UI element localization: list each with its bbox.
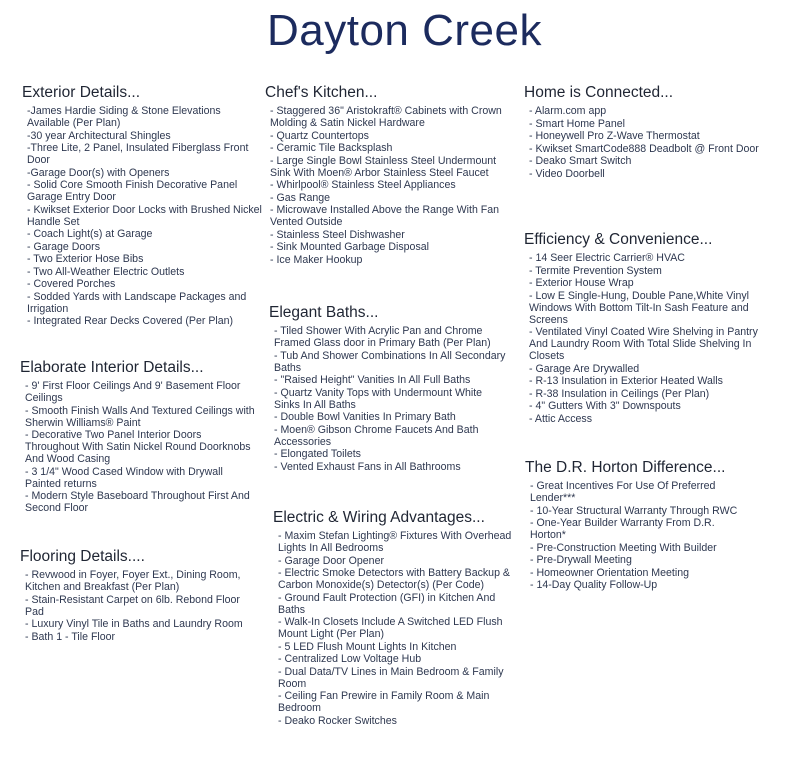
list-item: - 5 LED Flush Mount Lights In Kitchen	[278, 640, 457, 653]
list-item: - Honeywell Pro Z-Wave Thermostat	[529, 130, 700, 142]
feature-list	[524, 252, 774, 425]
list-item: -Garage Door(s) with Openers	[27, 166, 170, 179]
list-item: - Pre-Drywall Meeting	[530, 554, 632, 566]
section-efficiency	[524, 231, 774, 425]
section-heading: Flooring Details....	[20, 548, 145, 565]
list-item: - Video Doorbell	[529, 167, 605, 180]
list-item: -Three Lite, 2 Panel, Insulated Fiberglass Front Door	[27, 142, 249, 166]
list-item: - Stainless Steel Dishwasher	[270, 228, 405, 241]
list-item: - 14-Day Quality Follow-Up	[530, 579, 658, 591]
section-connected	[524, 84, 764, 180]
list-item: - Termite Prevention System	[529, 264, 662, 277]
list-item: - Integrated Rear Decks Covered (Per Plan)	[27, 315, 234, 327]
list-item: - Gas Range	[270, 191, 331, 204]
list-item: - Solid Core Smooth Finish Decorative Panel Garage Entry Door	[27, 179, 238, 203]
list-item: - Bath 1 - Tile Floor	[25, 630, 116, 643]
list-item: - Attic Access	[529, 412, 592, 425]
list-item: - Kwikset Exterior Door Locks with Brushed Nickel Handle Set	[27, 203, 262, 228]
list-item: - R-13 Insulation in Exterior Heated Walls	[529, 375, 723, 387]
list-item: - 10-Year Structural Warranty Through RWC	[530, 504, 738, 517]
section-interior	[20, 359, 255, 515]
list-item: - Garage Door Opener	[278, 554, 384, 567]
list-item: - Garage Doors	[27, 240, 101, 253]
list-item: - Coach Light(s) at Garage	[27, 228, 153, 240]
list-item: - Revwood in Foyer, Foyer Ext., Dining Room, Kitchen and Breakfast (Per Plan)	[25, 569, 241, 593]
list-item: - Two Exterior Hose Bibs	[27, 253, 144, 265]
list-item: - Pre-Construction Meeting With Builder	[530, 541, 717, 554]
list-item: - Great Incentives For Use Of Preferred Lender***	[530, 480, 716, 504]
list-item: - Exterior House Wrap	[529, 277, 634, 289]
section-horton	[525, 459, 750, 592]
section-heading: Elaborate Interior Details...	[20, 359, 204, 376]
list-item: - Ceiling Fan Prewire in Family Room & Main Bedroom	[278, 690, 490, 714]
list-item: - Tub And Shower Combinations In All Secondary Baths	[274, 349, 506, 374]
list-item: - Decorative Two Panel Interior Doors Throughout With Satin Nickel Round Doorknobs And Wood Casing	[25, 429, 251, 465]
list-item: - 3 1/4" Wood Cased Window with Drywall Painted returns	[25, 465, 223, 490]
list-item: - Sink Mounted Garbage Disposal	[270, 241, 429, 253]
list-item: -James Hardie Siding & Stone Elevations Available (Per Plan)	[27, 105, 221, 129]
list-item: - Modern Style Baseboard Throughout First And Second Floor	[25, 490, 250, 514]
section-heading: Elegant Baths...	[269, 304, 379, 321]
section-exterior	[22, 84, 262, 328]
feature-list	[20, 569, 260, 643]
section-heading: Exterior Details...	[22, 84, 141, 101]
section-heading: Home is Connected...	[524, 84, 674, 101]
list-item: - Maxim Stefan Lighting® Fixtures With Overhead Lights In All Bedrooms	[278, 530, 512, 554]
feature-list	[524, 105, 764, 180]
list-item: - Two All-Weather Electric Outlets	[27, 265, 185, 278]
list-item: - Sodded Yards with Landscape Packages and Irrigation	[27, 290, 247, 315]
list-item: - Walk-In Closets Include A Switched LED Flush Mount Light (Per Plan)	[278, 616, 503, 640]
list-item: - Microwave Installed Above the Range With Fan Vented Outside	[270, 204, 500, 228]
list-item: - Low E Single-Hung, Double Pane,White Vinyl Windows With Bottom Tilt-In Sash Feature and Screens	[529, 289, 750, 326]
list-item: - 4" Gutters With 3" Downspouts	[529, 400, 681, 412]
section-heading: Efficiency & Convenience...	[524, 231, 713, 248]
feature-list	[22, 105, 262, 327]
list-item: - Vented Exhaust Fans in All Bathrooms	[274, 460, 461, 473]
section-heading: Electric & Wiring Advantages...	[273, 509, 485, 526]
list-item: - Luxury Vinyl Tile in Baths and Laundry Room	[25, 618, 243, 630]
list-item: - Large Single Bowl Stainless Steel Undermount Sink With Moen® Arbor Stainless Steel Faucet	[270, 154, 497, 179]
feature-list	[265, 105, 510, 266]
list-item: - Centralized Low Voltage Hub	[278, 653, 422, 665]
list-item: - Smart Home Panel	[529, 117, 625, 130]
list-item: - Stain-Resistant Carpet on 6lb. Rebond Floor Pad	[25, 593, 240, 618]
feature-list	[525, 480, 750, 591]
list-item: - Smooth Finish Walls And Textured Ceilings with Sherwin Williams® Paint	[25, 404, 255, 429]
list-item: -30 year Architectural Shingles	[27, 129, 171, 142]
list-item: - Kwikset SmartCode888 Deadbolt @ Front Door	[529, 142, 759, 155]
list-item: - Alarm.com app	[529, 105, 607, 117]
page-title: Dayton Creek	[266, 6, 542, 55]
list-item: - "Raised Height" Vanities In All Full Baths	[274, 374, 471, 386]
list-item: - Deako Rocker Switches	[278, 714, 397, 727]
section-flooring	[20, 548, 260, 643]
list-item: - Double Bowl Vanities In Primary Bath	[274, 411, 456, 423]
list-item: - Ventilated Vinyl Coated Wire Shelving in Pantry And Laundry Room With Total Slide Shelving In Closets	[529, 326, 758, 362]
list-item: - Staggered 36" Aristokraft® Cabinets with Crown Molding & Satin Nickel Hardware	[270, 105, 502, 129]
section-baths	[269, 304, 509, 473]
list-item: - Covered Porches	[27, 278, 116, 290]
feature-list	[273, 530, 518, 727]
feature-list	[269, 325, 509, 473]
list-item: - Electric Smoke Detectors with Battery Backup & Carbon Monoxide(s) Detector(s) (Per Code)	[278, 567, 510, 591]
list-item: - Deako Smart Switch	[529, 155, 632, 167]
list-item: - Tiled Shower With Acrylic Pan and Chrome Framed Glass door in Primary Bath (Per Plan)	[274, 325, 491, 349]
section-kitchen	[265, 84, 510, 266]
feature-list	[20, 380, 255, 514]
list-item: - Elongated Toilets	[274, 448, 361, 460]
list-item: - Garage Are Drywalled	[529, 362, 640, 375]
list-item: - Moen® Gibson Chrome Faucets And Bath Accessories	[274, 423, 479, 448]
list-item: - 14 Seer Electric Carrier® HVAC	[529, 252, 685, 264]
list-item: - One-Year Builder Warranty From D.R. Horton*	[530, 517, 715, 541]
list-item: - Ground Fault Protection (GFI) in Kitchen And Baths	[278, 591, 496, 616]
list-item: - 9' First Floor Ceilings And 9' Basement Floor Ceilings	[25, 380, 241, 404]
list-item: - Ceramic Tile Backsplash	[270, 142, 393, 154]
list-item: - Ice Maker Hookup	[270, 253, 363, 266]
list-item: - Homeowner Orientation Meeting	[530, 566, 689, 579]
list-item: - R-38 Insulation in Ceilings (Per Plan)	[529, 387, 710, 400]
list-item: - Quartz Countertops	[270, 129, 369, 142]
list-item: - Dual Data/TV Lines in Main Bedroom & Family Room	[278, 665, 504, 690]
section-electric	[273, 509, 518, 727]
list-item: - Quartz Vanity Tops with Undermount White Sinks In All Baths	[274, 386, 483, 411]
section-heading: The D.R. Horton Difference...	[525, 459, 726, 476]
section-heading: Chef's Kitchen...	[265, 84, 378, 101]
list-item: - Whirlpool® Stainless Steel Appliances	[270, 179, 456, 191]
